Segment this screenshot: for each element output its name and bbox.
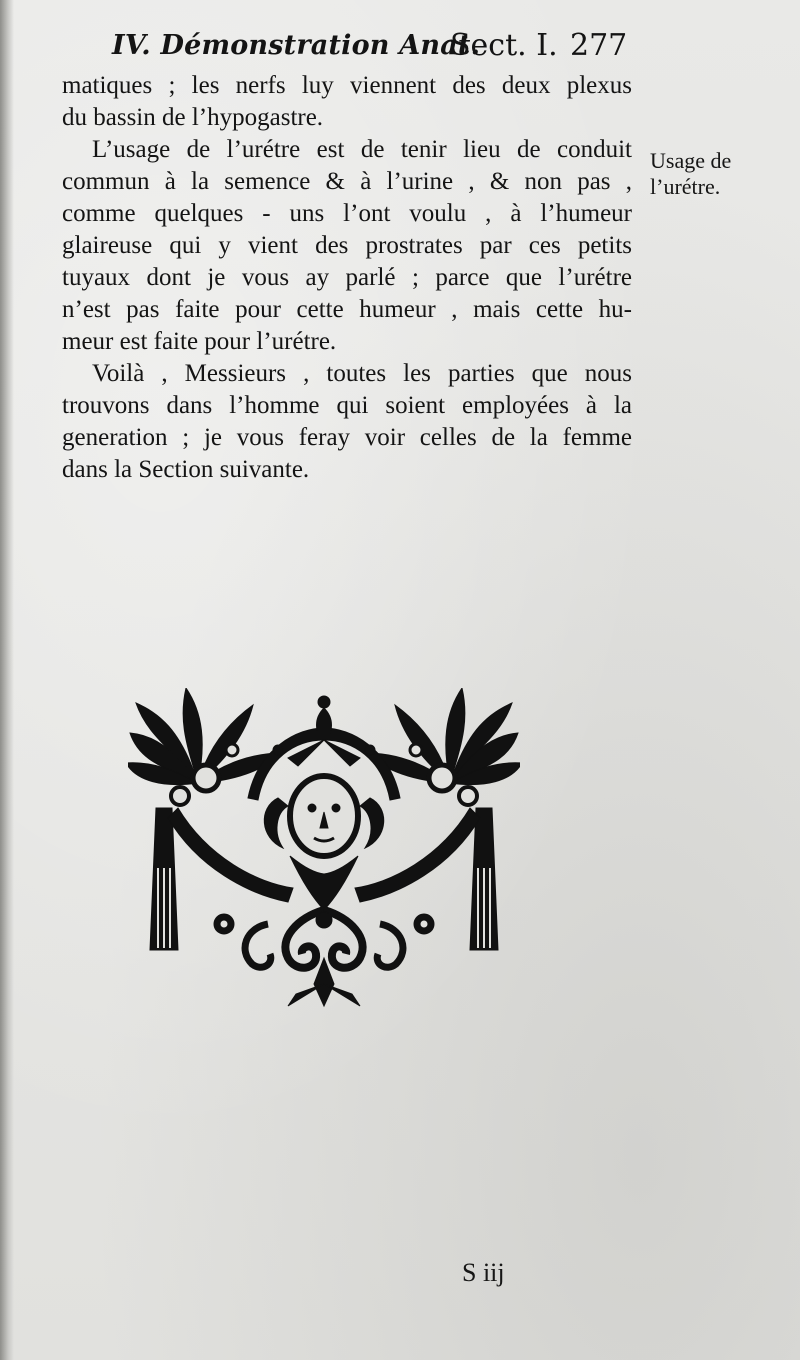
text-line: commun à la semence & à l’urine , & non pas , [62, 168, 632, 195]
text-line: glaireuse qui y vient des prostrates par ces petits [62, 232, 632, 259]
margin-note-line: Usage de [650, 148, 732, 173]
running-head-title: IV. Démonstration Anat. [112, 30, 481, 61]
body-text [62, 70, 632, 486]
text-line: Voilà , Messieurs , toutes les parties que nous [92, 360, 632, 387]
margin-note [650, 148, 770, 200]
text-line: meur est faite pour l’urétre. [62, 328, 337, 355]
text-line: dans la Section suivante. [62, 456, 310, 483]
page-number: 277 [570, 28, 628, 63]
text-line: L’usage de l’urétre est de tenir lieu de conduit [92, 136, 632, 163]
text-line: n’est pas faite pour cette humeur , mais cette hu- [62, 296, 632, 323]
text-line: matiques ; les nerfs luy viennent des deux plexus [62, 72, 632, 99]
floral-tailpiece-ornament-icon [128, 688, 520, 1018]
margin-note-line: l’urétre. [650, 174, 721, 199]
text-line: trouvons dans l’homme qui soient employées à la [62, 392, 632, 419]
running-head [112, 24, 632, 70]
text-line: generation ; je vous feray voir celles de la femme [62, 424, 632, 451]
text-line: comme quelques - uns l’ont voulu , à l’humeur [62, 200, 632, 227]
text-line: du bassin de l’hypogastre. [62, 104, 324, 131]
signature-mark: S iij [462, 1258, 505, 1287]
text-line: tuyaux dont je vous ay parlé ; parce que l’urétre [62, 264, 632, 291]
running-head-section: Sect. I. [450, 28, 558, 63]
